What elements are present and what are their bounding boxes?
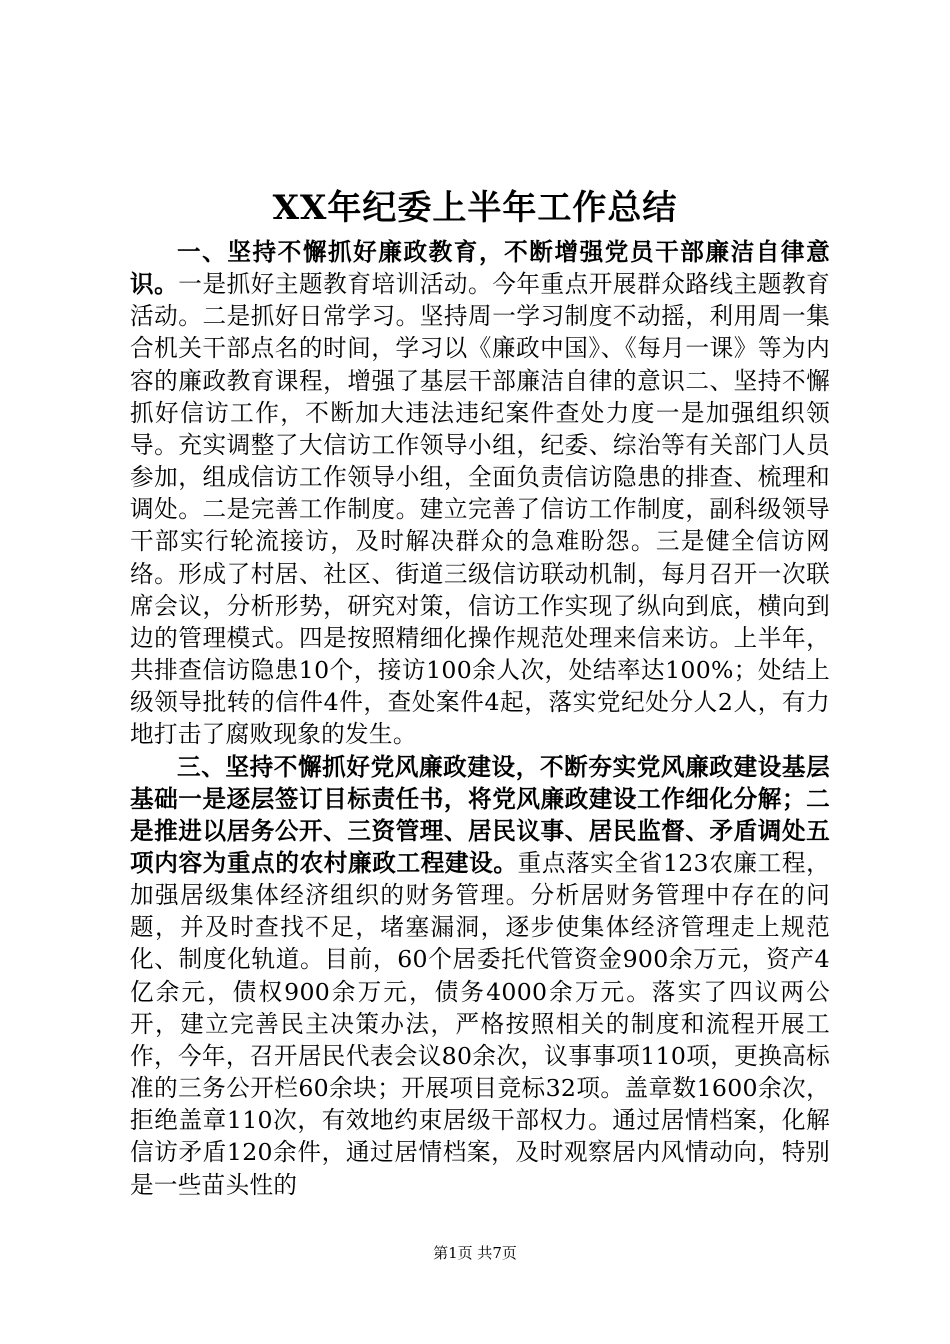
paragraph-1: [130, 236, 830, 751]
page-footer: 第1页 共7页: [433, 1244, 517, 1262]
document-body: [130, 236, 830, 1201]
paragraph-2-text: 重点落实全省123农廉工程，加强居级集体经济组织的财务管理。分析居财务管理中存在的问题，并及时查找不足，堵塞漏洞，逐步使集体经济管理走上规范化、制度化轨道。目前，60个居委托代管资金900余万元，资产4亿余元，债权900余万元，债务4000余万元。落实了四议两公开，建立完善民主决策办法，严格按照相关的制度和流程开展工作，今年，召开居民代表会议80余次，议事事项110项，更换高标准的三务公开栏60余块；开展项目竞标32项。盖章数1600余次，拒绝盖章110次，有效地约束居级干部权力。通过居情档案，化解信访矛盾120余件，通过居情档案，及时观察居内风情动向，特别是一些苗头性的: [130, 848, 830, 1199]
paragraph-2: [130, 751, 830, 1201]
paragraph-1-heading: 一、坚持不懈抓好廉政教育，不断增强党员干部廉洁自律意识。: [130, 238, 830, 299]
paragraph-2-heading: 三、坚持不懈抓好党风廉政建设，不断夯实党风廉政建设基层基础一是逐层签订目标责任书，将党风廉政建设工作细化分解；二是推进以居务公开、三资管理、居民议事、居民监督、矛盾调处五项内容为重点的农村廉政工程建设。: [130, 752, 830, 877]
document-title: XX年纪委上半年工作总结: [272, 188, 678, 228]
paragraph-1-text: 一是抓好主题教育培训活动。今年重点开展群众路线主题教育活动。二是抓好日常学习。坚持周一学习制度不动摇，利用周一集合机关干部点名的时间，学习以《廉政中国》、《每月一课》等为内容的廉政教育课程，增强了基层干部廉洁自律的意识二、坚持不懈抓好信访工作，不断加大违法违纪案件查处力度一是加强组织领导。充实调整了大信访工作领导小组，纪委、综治等有关部门人员参加，组成信访工作领导小组，全面负责信访隐患的排查、梳理和调处。二是完善工作制度。建立完善了信访工作制度，副科级领导干部实行轮流接访，及时解决群众的急难盼怨。三是健全信访网络。形成了村居、社区、街道三级信访联动机制，每月召开一次联席会议，分析形势，研究对策，信访工作实现了纵向到底，横向到边的管理模式。四是按照精细化操作规范处理来信来访。上半年，共排查信访隐患10个，接访100余人次，处结率达100%；处结上级领导批转的信件4件，查处案件4起，落实党纪处分人2人，有力地打击了腐败现象的发生。: [130, 270, 830, 749]
